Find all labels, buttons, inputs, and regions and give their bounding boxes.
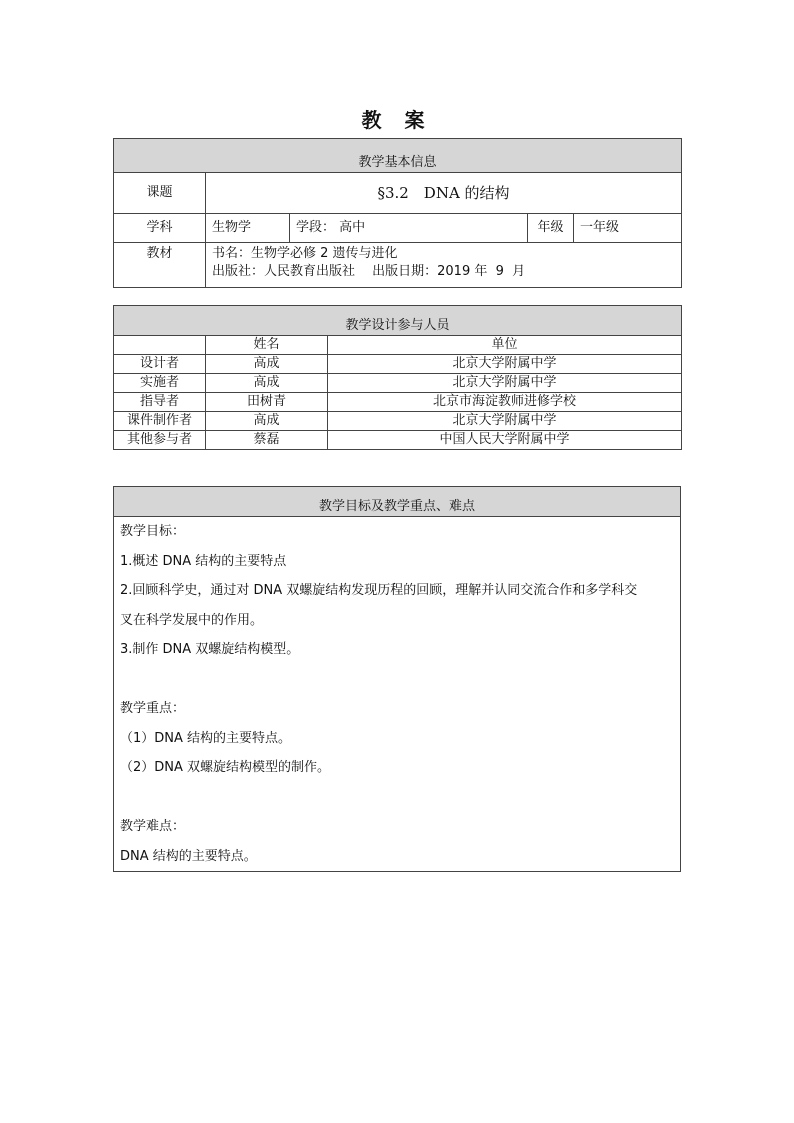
- participants-table: [113, 305, 682, 450]
- spacer: [120, 783, 674, 813]
- grade-label: 年级: [528, 214, 574, 243]
- key-point-item: （2）DNA 双螺旋结构模型的制作。: [120, 760, 331, 775]
- name-cell: 田树青: [206, 393, 328, 412]
- unit-cell: 北京大学附属中学: [328, 374, 682, 393]
- stage-cell: [290, 214, 528, 243]
- goal-item-continued: 叉在科学发展中的作用。: [120, 612, 264, 628]
- topic-label: 课题: [114, 173, 206, 214]
- textbook-name: 书名：生物学必修 2 遗传与进化: [212, 246, 398, 261]
- basic-info-header: 教学基本信息: [114, 139, 682, 173]
- stage-label: 学段：: [296, 220, 336, 235]
- corner-cell: [114, 336, 206, 355]
- table-row: [114, 374, 682, 393]
- goals-label: 教学目标：: [120, 524, 186, 539]
- stage-value: 高中: [339, 220, 366, 235]
- objectives-body: [114, 517, 681, 872]
- table-row: [114, 393, 682, 412]
- role-cell: 设计者: [114, 355, 206, 374]
- textbook-value: [206, 243, 682, 288]
- page-title: 教 案: [361, 108, 433, 132]
- subject-label: 学科: [114, 214, 206, 243]
- unit-cell: 中国人民大学附属中学: [328, 431, 682, 450]
- col-unit-header: 单位: [328, 336, 682, 355]
- objectives-table: [113, 486, 681, 872]
- spacer: [120, 665, 674, 695]
- goal-item: 2.回顾科学史，通过对 DNA 双螺旋结构发现历程的回顾，理解并认同交流合作和多学科交: [120, 583, 638, 598]
- participants-header: 教学设计参与人员: [114, 306, 682, 336]
- unit-cell: 北京市海淀教师进修学校: [328, 393, 682, 412]
- role-cell: 指导者: [114, 393, 206, 412]
- textbook-publisher: 出版社：人民教育出版社 出版日期：2019 年 9 月: [212, 264, 526, 279]
- key-points-label: 教学重点：: [120, 701, 186, 716]
- name-cell: 高成: [206, 355, 328, 374]
- col-name-header: 姓名: [206, 336, 328, 355]
- name-cell: 高成: [206, 412, 328, 431]
- name-cell: 高成: [206, 374, 328, 393]
- table-row: [114, 431, 682, 450]
- difficult-points-label: 教学难点：: [120, 819, 186, 834]
- basic-info-table: [113, 138, 682, 288]
- table-row: [114, 412, 682, 431]
- grade-value: 一年级: [574, 214, 682, 243]
- key-point-item: （1）DNA 结构的主要特点。: [120, 730, 292, 746]
- role-cell: 课件制作者: [114, 412, 206, 431]
- textbook-label: 教材: [114, 243, 206, 288]
- unit-cell: 北京大学附属中学: [328, 412, 682, 431]
- goal-item: 3.制作 DNA 双螺旋结构模型。: [120, 642, 300, 657]
- difficult-point-item: DNA 结构的主要特点。: [120, 848, 257, 864]
- objectives-header: 教学目标及教学重点、难点: [114, 487, 681, 517]
- goal-item: 1.概述 DNA 结构的主要特点: [120, 553, 287, 569]
- name-cell: 蔡磊: [206, 431, 328, 450]
- role-cell: 其他参与者: [114, 431, 206, 450]
- role-cell: 实施者: [114, 374, 206, 393]
- unit-cell: 北京大学附属中学: [328, 355, 682, 374]
- topic-value: §3.2 DNA 的结构: [206, 173, 682, 214]
- subject-value: 生物学: [206, 214, 290, 243]
- table-row: [114, 355, 682, 374]
